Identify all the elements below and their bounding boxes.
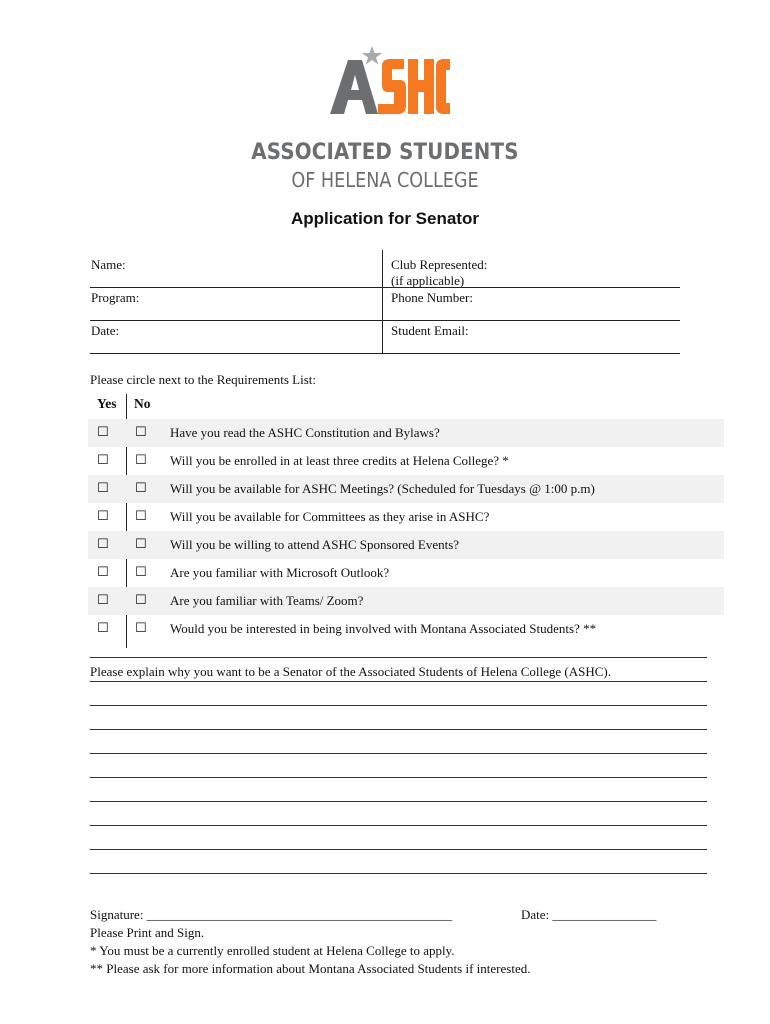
no-checkbox[interactable]: ☐ bbox=[135, 481, 147, 496]
field-divider bbox=[382, 250, 383, 353]
requirement-question: Will you be available for Committees as they arise in ASHC? bbox=[170, 509, 490, 524]
requirement-row bbox=[88, 587, 724, 615]
email-label: Student Email: bbox=[391, 323, 469, 338]
logo-letter-h bbox=[408, 59, 434, 114]
club-label: Club Represented: bbox=[391, 257, 488, 272]
yes-checkbox[interactable]: ☐ bbox=[97, 453, 109, 468]
name-field-line[interactable] bbox=[90, 287, 680, 288]
no-checkbox[interactable]: ☐ bbox=[135, 537, 147, 552]
date-field-line[interactable] bbox=[90, 353, 680, 354]
answer-line[interactable] bbox=[90, 825, 707, 826]
requirement-question: Will you be enrolled in at least three credits at Helena College? * bbox=[170, 453, 509, 468]
no-checkbox[interactable]: ☐ bbox=[135, 425, 147, 440]
requirements-intro: Please circle next to the Requirements List: bbox=[90, 372, 316, 387]
no-checkbox[interactable]: ☐ bbox=[135, 509, 147, 524]
explain-top-line bbox=[90, 657, 707, 658]
answer-line[interactable] bbox=[90, 849, 707, 850]
yes-checkbox[interactable]: ☐ bbox=[97, 565, 109, 580]
logo-letter-c bbox=[436, 59, 450, 114]
answer-line[interactable] bbox=[90, 777, 707, 778]
yes-checkbox[interactable]: ☐ bbox=[97, 621, 109, 636]
requirement-row bbox=[88, 475, 724, 503]
page-title: Application for Senator bbox=[291, 209, 479, 228]
answer-line[interactable] bbox=[90, 873, 707, 874]
no-checkbox[interactable]: ☐ bbox=[135, 565, 147, 580]
phone-label: Phone Number: bbox=[391, 290, 473, 305]
no-checkbox[interactable]: ☐ bbox=[135, 621, 147, 636]
answer-line[interactable] bbox=[90, 801, 707, 802]
requirement-row bbox=[88, 419, 724, 447]
answer-line[interactable] bbox=[90, 753, 707, 754]
mas-note: ** Please ask for more information about Montana Associated Students if interested. bbox=[90, 961, 531, 976]
signature-date-line[interactable]: Date: ________________ bbox=[521, 907, 657, 922]
logo-text-line2: OF HELENA COLLEGE bbox=[291, 168, 479, 192]
signature-line[interactable]: Signature: _______________________________________________ bbox=[90, 907, 453, 922]
answer-line[interactable] bbox=[90, 681, 707, 682]
yes-checkbox[interactable]: ☐ bbox=[97, 481, 109, 496]
yes-checkbox[interactable]: ☐ bbox=[97, 509, 109, 524]
program-field-line[interactable] bbox=[90, 320, 680, 321]
ashc-logo bbox=[320, 42, 450, 122]
enrollment-note: * You must be a currently enrolled student at Helena College to apply. bbox=[90, 943, 455, 958]
program-label: Program: bbox=[91, 290, 140, 305]
date-label: Date: bbox=[91, 323, 120, 338]
requirement-question: Will you be willing to attend ASHC Sponsored Events? bbox=[170, 537, 460, 552]
requirement-row bbox=[88, 615, 724, 643]
requirement-row bbox=[88, 503, 724, 531]
print-sign-note: Please Print and Sign. bbox=[90, 925, 205, 940]
requirement-question: Are you familiar with Microsoft Outlook? bbox=[170, 565, 390, 580]
requirement-question: Will you be available for ASHC Meetings? (Scheduled for Tuesdays @ 1:00 p.m) bbox=[170, 481, 595, 496]
club-note: (if applicable) bbox=[391, 273, 465, 288]
requirement-row bbox=[88, 531, 724, 559]
no-column-header: No bbox=[134, 396, 151, 411]
requirement-question: Have you read the ASHC Constitution and Bylaws? bbox=[170, 425, 440, 440]
answer-line[interactable] bbox=[90, 705, 707, 706]
requirement-row bbox=[88, 559, 724, 587]
yes-checkbox[interactable]: ☐ bbox=[97, 593, 109, 608]
requirement-question: Would you be interested in being involved with Montana Associated Students? ** bbox=[170, 621, 597, 636]
explain-prompt: Please explain why you want to be a Senator of the Associated Students of Helena College (ASHC). bbox=[90, 664, 611, 679]
requirement-row bbox=[88, 447, 724, 475]
logo-text-line1: ASSOCIATED STUDENTS bbox=[251, 140, 519, 165]
name-label: Name: bbox=[91, 257, 126, 272]
yes-checkbox[interactable]: ☐ bbox=[97, 425, 109, 440]
requirement-question: Are you familiar with Teams/ Zoom? bbox=[170, 593, 364, 608]
logo-letter-s bbox=[378, 59, 406, 114]
answer-line[interactable] bbox=[90, 729, 707, 730]
logo-star bbox=[362, 46, 382, 65]
no-checkbox[interactable]: ☐ bbox=[135, 453, 147, 468]
yes-column-header: Yes bbox=[97, 396, 117, 411]
no-checkbox[interactable]: ☐ bbox=[135, 593, 147, 608]
yes-checkbox[interactable]: ☐ bbox=[97, 537, 109, 552]
